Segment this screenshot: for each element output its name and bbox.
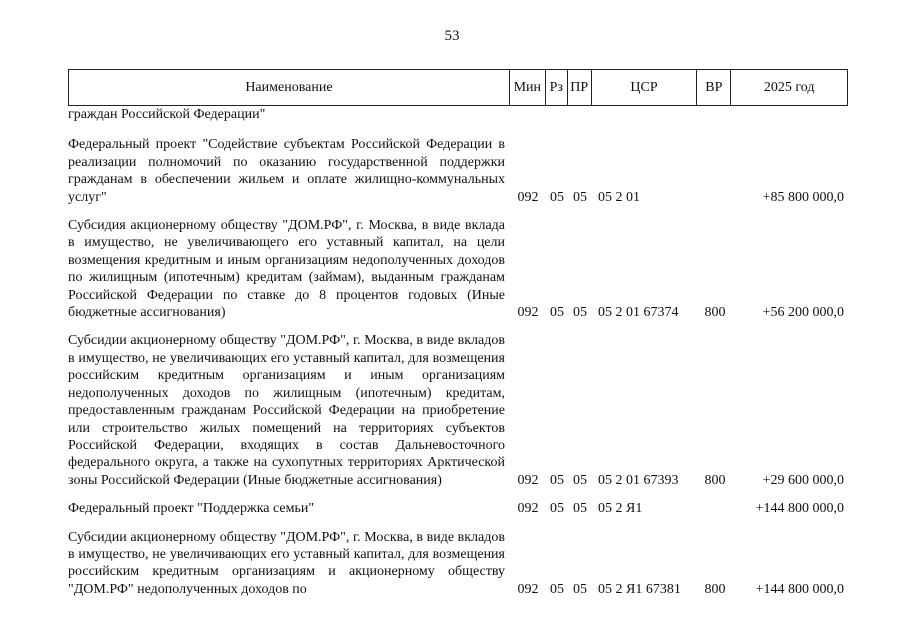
row-min: 092	[517, 501, 539, 517]
row-pr: 05	[573, 189, 587, 205]
row-pr: 05	[573, 305, 587, 321]
row-csr: 05 2 Я1	[598, 501, 643, 517]
table-row	[68, 529, 848, 599]
header-vr: ВР	[697, 70, 731, 105]
row-amount: +85 800 000,0	[762, 189, 844, 205]
row-name: Федеральный проект "Поддержка семьи"	[68, 501, 315, 517]
table-row	[68, 136, 848, 206]
row-name: Субсидии акционерному обществу "ДОМ.РФ", г. Москва, в виде вкладов в имущество, не увеличивающих его уставный капитал, для возмещения российским кредитным организациям и иным организациям недополученных доходов по жилищным (ипотечным) кредитам, предоставленным гражданам Российской Федерации на приобретение или строительство жилых помещений на территориях субъектов Российской Федерации, входящих в состав Дальневосточного федерального округа, а также на сухопутных территориях Арктической зоны Российской Федерации (Иные бюджетные ассигнования)	[68, 333, 505, 488]
table-row	[68, 106, 848, 123]
row-min: 092	[517, 581, 539, 597]
row-amount: +144 800 000,0	[755, 581, 844, 597]
table-header	[68, 69, 848, 106]
row-pr: 05	[573, 501, 587, 517]
table-row	[68, 500, 848, 517]
row-amount: +56 200 000,0	[762, 305, 844, 321]
header-year: 2025 год	[763, 79, 815, 95]
row-rz: 05	[550, 472, 564, 488]
row-vr: 800	[704, 581, 726, 597]
table-row	[68, 332, 848, 489]
row-min: 092	[517, 305, 539, 321]
row-csr: 05 2 01	[598, 189, 640, 205]
row-pr: 05	[573, 581, 587, 597]
row-min: 092	[517, 189, 539, 205]
row-rz: 05	[550, 305, 564, 321]
header-min: Мин	[510, 70, 546, 105]
row-amount: +144 800 000,0	[755, 501, 844, 517]
row-rz: 05	[550, 501, 564, 517]
row-rz: 05	[550, 581, 564, 597]
table-row	[68, 217, 848, 321]
row-name: Субсидии акционерному обществу "ДОМ.РФ", г. Москва, в виде вкладов в имущество, не увеличивающих его уставный капитал, для возмещения российским кредитным организациям и акционерному обществу "ДОМ.РФ" недополученных доходов по	[68, 529, 505, 597]
row-rz: 05	[550, 189, 564, 205]
row-csr: 05 2 01 67393	[598, 472, 679, 488]
row-csr: 05 2 Я1 67381	[598, 581, 681, 597]
row-name: Субсидия акционерному обществу "ДОМ.РФ", г. Москва, в виде вклада в имущество, не увеличивающего его уставный капитал, на цели возмещения кредитным и иным организациям недополученных доходов по жилищным (ипотечным) кредитам (займам), выданным гражданам Российской Федерации по ставке до 8 процентов годовых (Иные бюджетные ассигнования)	[68, 218, 505, 321]
row-name: граждан Российской Федерации"	[68, 107, 266, 122]
header-csr: ЦСР	[592, 70, 698, 105]
row-pr: 05	[573, 472, 587, 488]
header-rz: Рз	[546, 70, 568, 105]
row-vr: 800	[704, 472, 726, 488]
header-pr: ПР	[568, 70, 592, 105]
row-min: 092	[517, 472, 539, 488]
header-name: Наименование	[69, 70, 510, 105]
budget-table	[68, 69, 848, 598]
row-csr: 05 2 01 67374	[598, 305, 679, 321]
row-amount: +29 600 000,0	[762, 472, 844, 488]
row-vr: 800	[704, 305, 726, 321]
page-number: 53	[444, 28, 460, 44]
row-name: Федеральный проект "Содействие субъектам Российской Федерации в реализации полномочий по оказанию государственной поддержки гражданам в обеспечении жильем и оплате жилищно-коммунальных услуг"	[68, 137, 505, 205]
